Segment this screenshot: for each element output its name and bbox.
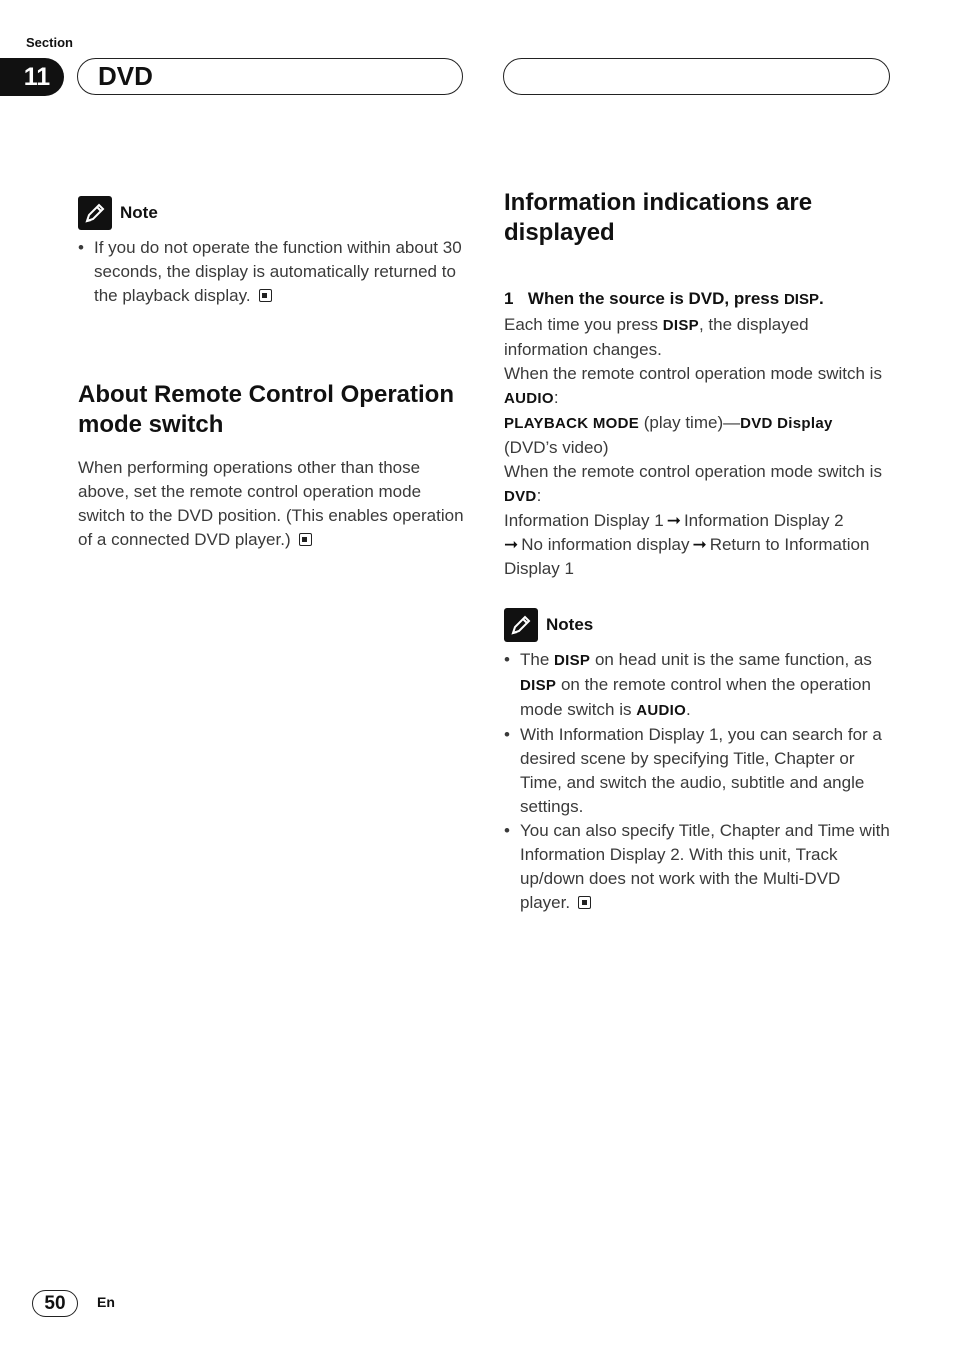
end-mark-icon	[259, 289, 272, 302]
section-number: 11	[0, 58, 64, 96]
step-1: 1 When the source is DVD, press DISP.	[504, 289, 824, 308]
header-right-box	[503, 58, 890, 95]
end-mark-icon	[299, 533, 312, 546]
section-title: DVD	[98, 61, 153, 91]
arrow-right-icon: ➞	[504, 535, 519, 554]
end-mark-icon	[578, 896, 591, 909]
pencil-icon	[78, 196, 112, 230]
arrow-right-icon: ➞	[692, 535, 707, 554]
section-label: Section	[26, 35, 73, 50]
display-sequence: Information Display 1 ➞ Information Display 2 ➞ No information display ➞ Return to Information Display 1	[504, 511, 870, 578]
paragraph-remote-control: When performing operations other than those above, set the remote control operation mode switch to the DVD position. (This enables operation of a connected DVD player.)	[78, 458, 464, 549]
notes-title: Notes	[546, 615, 594, 634]
notes-list	[504, 648, 894, 915]
paragraph-playback: PLAYBACK MODE (play time)—DVD Display (DVD’s video)	[504, 413, 833, 457]
key-disp: DISP	[783, 291, 819, 308]
heading-information: Information indications are displayed	[504, 189, 813, 246]
note-list	[78, 236, 468, 308]
language-label: En	[97, 1294, 115, 1310]
list-item: • If you do not operate the function within about 30 seconds, the display is automatically returned to the playback display.	[78, 236, 468, 308]
note-title: Note	[120, 203, 158, 222]
step-text: When the source is DVD, press	[527, 289, 784, 308]
arrow-right-icon: ➞	[666, 511, 681, 530]
pencil-icon	[504, 608, 538, 642]
heading-remote-control: About Remote Control Operation mode switch	[78, 381, 454, 438]
list-item: • With Information Display 1, you can search for a desired scene by specifying Title, Chapter or Time, and switch the audio, subtitle and angle settings.	[504, 723, 894, 819]
paragraph-audio-mode: When the remote control operation mode switch is AUDIO:	[504, 364, 882, 407]
list-item: • The DISP on head unit is the same function, as DISP on the remote control when the operation mode switch is AUDIO.	[504, 648, 894, 723]
paragraph-disp: Each time you press DISP, the displayed information changes.	[504, 315, 809, 359]
notes-block	[504, 608, 894, 915]
note-block	[78, 196, 468, 308]
step-number: 1	[504, 289, 514, 308]
list-item: • You can also specify Title, Chapter and Time with Information Display 2. With this unit, Track up/down does not work with the Multi-DVD player.	[504, 819, 894, 915]
section-title-box	[77, 58, 463, 95]
paragraph-dvd-mode: When the remote control operation mode switch is DVD:	[504, 462, 882, 505]
page-number: 50	[32, 1290, 78, 1317]
info-body	[504, 313, 894, 581]
